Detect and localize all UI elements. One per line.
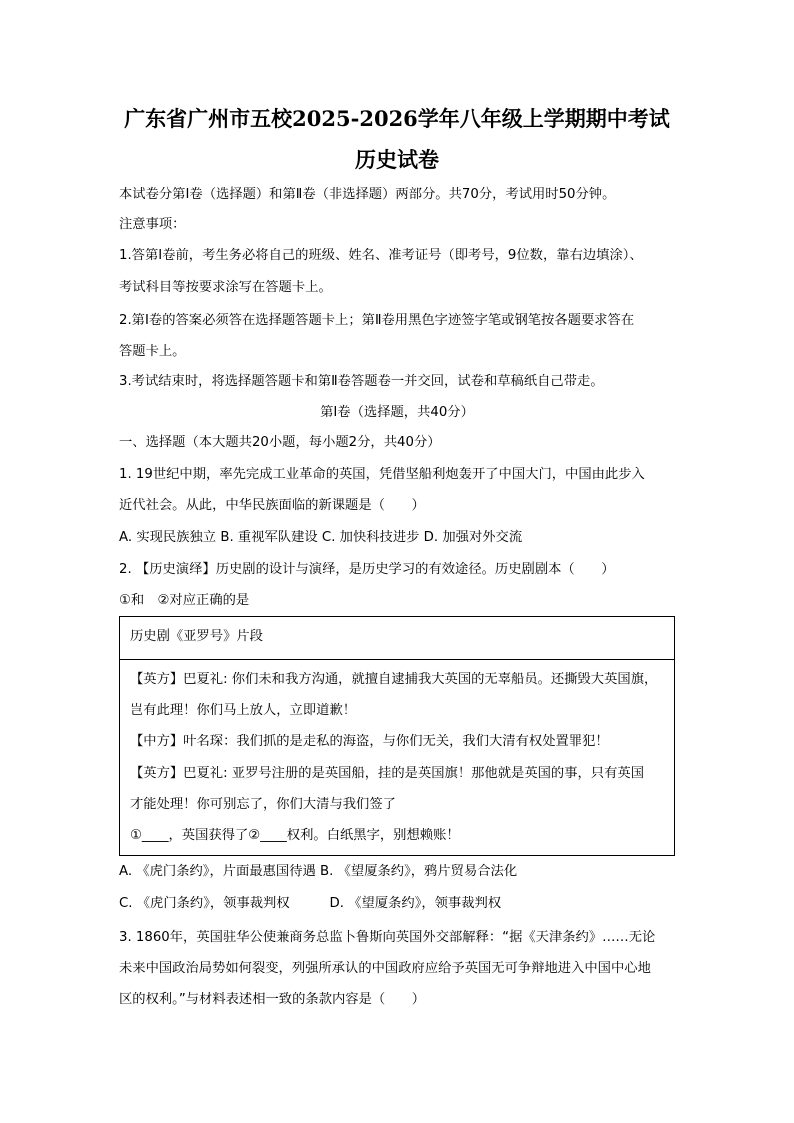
question-3-stem: 3. 1860年，英国驻华公使兼商务总监卜鲁斯向英国外交部解释：“据《天津条约》……无论 [119, 930, 656, 945]
script-excerpt-title: 历史剧《亚罗号》片段 [130, 629, 263, 644]
question-2-stem-cont: ①和 ②对应正确的是 [119, 593, 250, 608]
box-divider [120, 659, 674, 660]
section-heading: 一、选择题（本大题共20小题，每小题2分，共40分） [119, 435, 441, 450]
notice-item-2-cont: 答题卡上。 [119, 344, 186, 359]
notice-item-1-cont: 考试科目等按要求涂写在答题卡上。 [119, 280, 332, 295]
script-line: 【英方】巴夏礼: 你们未和我方沟通，就擅自逮捕我大英国的无辜船员。还撕毁大英国旗， [130, 672, 658, 687]
script-line: ①____，英国获得了②____权利。白纸黑字，别想赖账！ [130, 828, 460, 843]
script-line: 【中方】叶名琛：我们抓的是走私的海盗，与你们无关，我们大清有权处置罪犯！ [130, 734, 609, 749]
question-3-stem-cont: 未来中国政治局势如何裂变，列强所承认的中国政府应给予英国无可争辩地进入中国中心地 [119, 961, 651, 976]
notice-item-2: 2.第Ⅰ卷的答案必须答在选择题答题卡上；第Ⅱ卷用黑色字迹签字笔或钢笔按各题要求答在 [119, 313, 635, 328]
question-1-options: A. 实现民族独立 B. 重视军队建设 C. 加快科技进步 D. 加强对外交流 [119, 530, 523, 545]
question-2-options-cd: C. 《虎门条约》，领事裁判权 D. 《望厦条约》，领事裁判权 [119, 896, 502, 911]
question-2-options-ab: A. 《虎门条约》，片面最惠国待遇 B. 《望厦条约》，鸦片贸易合法化 [119, 864, 518, 879]
notice-item-1: 1.答第Ⅰ卷前，考生务必将自己的班级、姓名、准考证号（即考号，9位数，靠右边填涂）、 [119, 248, 643, 263]
question-3-stem-end: 区的权利。”与材料表述相一致的条款内容是（ ） [119, 992, 426, 1007]
part-heading: 第Ⅰ卷（选择题，共40分） [320, 405, 474, 420]
question-1-stem: 1. 19世纪中期，率先完成工业革命的英国，凭借坚船利炮轰开了中国大门，中国由此步入 [119, 467, 645, 482]
notice-heading: 注意事项： [119, 217, 186, 232]
intro-line: 本试卷分第Ⅰ卷（选择题）和第Ⅱ卷（非选择题）两部分。共70分，考试用时50分钟。 [119, 187, 616, 202]
script-excerpt-box [119, 616, 675, 856]
exam-subtitle: 历史试卷 [355, 147, 439, 172]
script-line: 岂有此理！你们马上放人，立即道歉！ [130, 703, 357, 718]
question-2-stem: 2. 【历史演绎】历史剧的设计与演绎，是历史学习的有效途径。历史剧剧本（ ） [119, 562, 615, 577]
exam-title: 广东省广州市五校2025-2026学年八年级上学期期中考试 [124, 106, 670, 131]
script-line: 才能处理！你可别忘了，你们大清与我们签了 [130, 797, 396, 812]
notice-item-3: 3.考试结束时，将选择题答题卡和第Ⅱ卷答题卷一并交回，试卷和草稿纸自己带走。 [119, 374, 604, 389]
question-1-stem-cont: 近代社会。从此，中华民族面临的新课题是（ ） [119, 498, 425, 513]
script-line: 【英方】巴夏礼: 亚罗号注册的是英国船，挂的是英国旗！那他就是英国的事，只有英国 [130, 766, 644, 781]
